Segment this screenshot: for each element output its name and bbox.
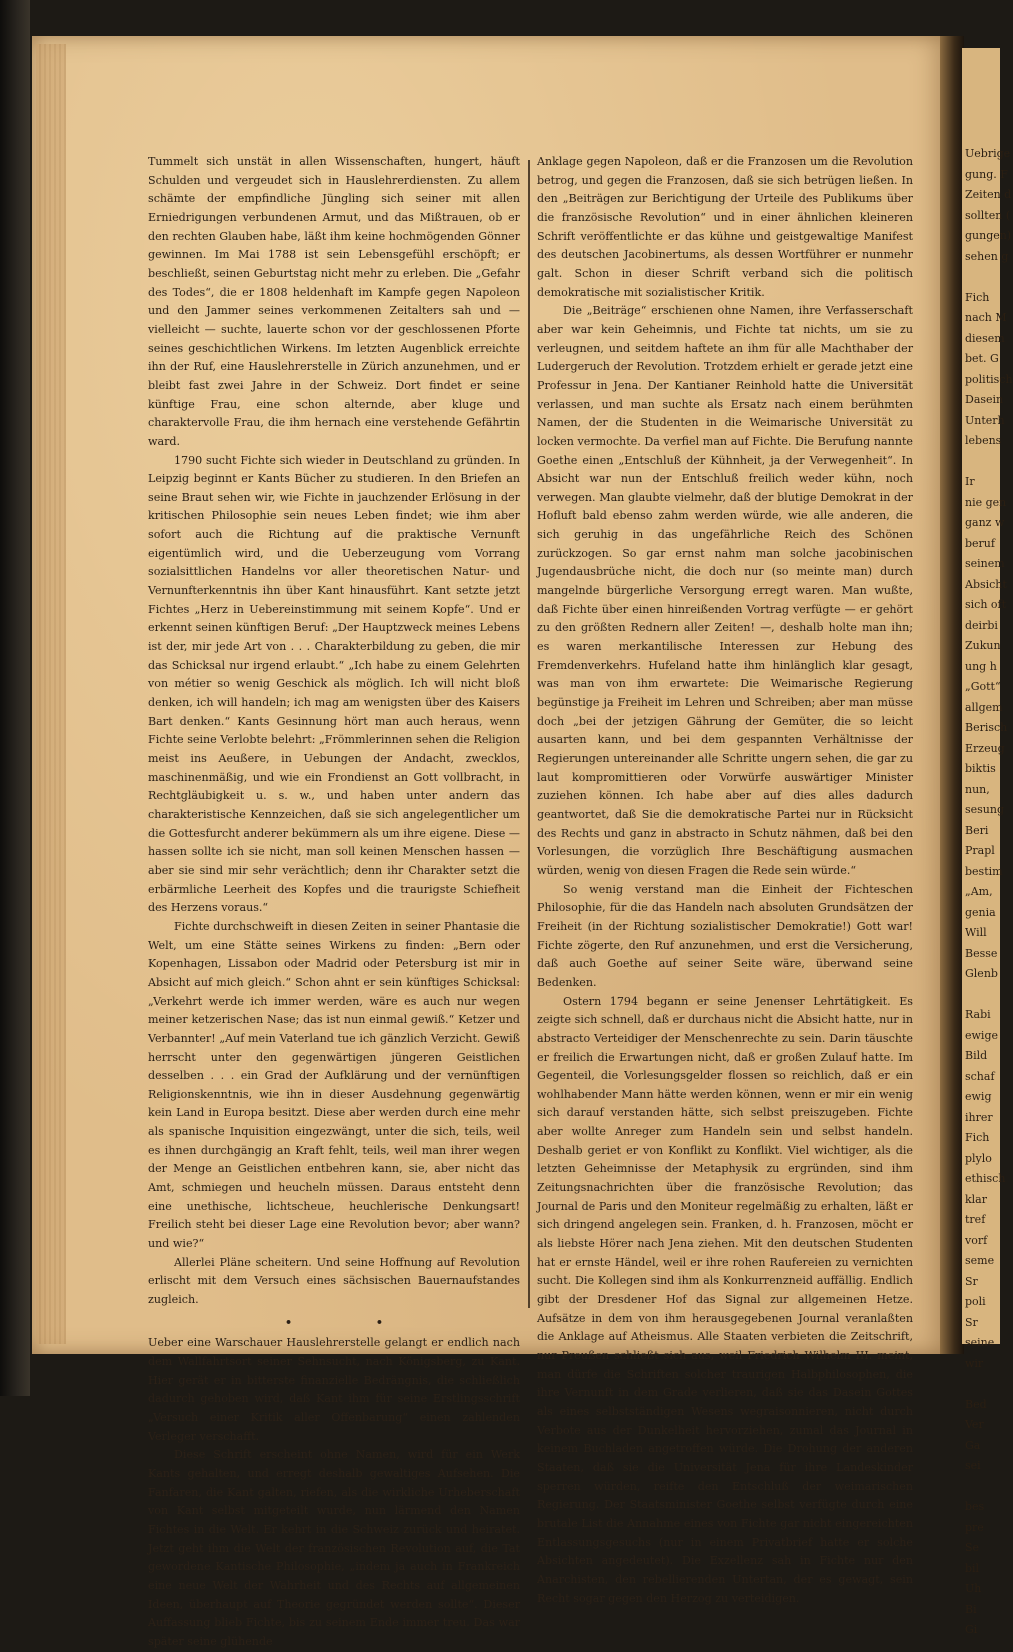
- column-rule: [528, 160, 530, 1308]
- next-page-fragment: Uh: [965, 1582, 982, 1595]
- next-page-fragment: bestim: [965, 864, 1003, 878]
- next-page-fragment: klar: [965, 1192, 987, 1206]
- next-page-fragment: Sr: [965, 1315, 978, 1329]
- paragraph: So wenig verstand man die Einheit der Fichteschen Philosophie, für die das Handeln nach absoluten Grundsätzen der Freiheit (in der Richtung sozialistischer Demokratie!) Gott war! Fichte zögerte, den Ruf anzunehmen, und erst die Versicherung, daß auch Goethe auf seiner Seite wäre, überwand seine Bedenken.: [537, 882, 913, 989]
- next-page-fragment: Prapl: [965, 844, 995, 857]
- next-page-fragment: Bi: [965, 1602, 977, 1616]
- next-page-fragment: nie gen: [965, 495, 1007, 509]
- next-page-fragment: ganz w: [965, 516, 1005, 529]
- next-page-fragment: sesung: [965, 803, 1005, 816]
- next-page-fragment: Beri: [965, 823, 989, 837]
- next-page-fragment: ung h: [965, 659, 997, 673]
- next-page-fragment: Ver: [965, 1418, 984, 1431]
- next-page-fragment: ethisch: [965, 1172, 1006, 1185]
- next-page-fragment: gungen): [965, 229, 1012, 242]
- paragraph: Ueber eine Warschauer Hauslehrerstelle gelangt er endlich nach dem Wallfahrtsort seiner Sehnsucht, nach Königsberg, zu Kant. Hier gerät er in bitterste finanzielle Bedrängnis, die schließlich dadurch gehoben wird, daß Kant ihm für seine Erstlingsschrift „Versuch einer Kritik aller Offenbarung“ einen zahlenden Verleger verschafft.: [148, 1336, 520, 1443]
- next-page-fragment: bes: [965, 1500, 985, 1513]
- next-page-fragment: wir: [965, 1356, 984, 1370]
- paragraph: Tummelt sich unstät in allen Wissenschaften, hungert, häuft Schulden und vergeudet sich in Hauslehrerdiensten. Zu allem schämte der empfindliche Jüngling sich seiner mit allen Erniedrigungen verbundenen Armut, und das Mißtrauen, ob er den rechten Glauben habe, läßt ihm keine hochmögenden Gönner gewinnen. Im Mai 1788 ist sein Lebensgefühl erschöpft; er beschließt, seinen Geburtstag nicht mehr zu erleben. Die „Gefahr des Todes“, die er 1808 heldenhaft im Kampfe gegen Napoleon und den Jammer seines verkommenen Zeitalters sah und — vielleicht — suchte, lauerte schon vor der geschlossenen Pforte seines geschichtlichen Wirkens. Im letzten Augenblick erreichte ihn der Ruf, eine Hauslehrerstelle in Zürich anzunehmen, und er bleibt fast zwei Jahre in der Schweiz. Dort findet er seine künftige Frau, eine schon alternde, aber kluge und charaktervolle Frau, die ihm hernach eine verstehende Gefährtin ward.: [148, 155, 520, 448]
- next-page-fragment: seine: [965, 1336, 995, 1349]
- paragraph: Diese Schrift erscheint ohne Namen, wird für ein Werk Kants gehalten, und erregt deshalb gewaltiges Aufsehen. Die Fanfaren, die Kant galten, riefen, als die wirkliche Urheberschaft von Kant selbst mitgeteilt wurde, nun lärmend den Namen Fichtes in die Welt. Er kehrt in die Schweiz zurück und heiratet. Jetzt geht ihm die Welt der französischen Revolution auf, die Tat gewordene Kantische Philosophie, „indem ja auch in Frankreich eine neue Welt der Wahrheit und des Rechts auf allgemeinen Ideen, überhaupt auf Theorie gegründet werden sollte“. Dieser Auffassung blieb Fichte, bis zu seinem Ende immer treu. Das war später seine glühende: [148, 1448, 520, 1648]
- next-page-fragment: Dasein: [965, 393, 1004, 406]
- next-page-fragment: Rabi: [965, 1008, 991, 1021]
- next-page-fragment: sehen g: [965, 249, 1009, 263]
- next-page-fragment: gung. F: [965, 167, 1008, 181]
- next-page-fragment: Bild: [965, 1049, 988, 1062]
- right-column: [537, 153, 913, 1608]
- next-page-fragment: sollten (: [965, 208, 1011, 222]
- next-page-fragment: seinem: [965, 557, 1005, 570]
- next-page-fragment: schaf: [965, 1069, 995, 1083]
- next-page-fragment: politisch: [965, 372, 1013, 386]
- next-page-fragment: nach M: [965, 311, 1007, 324]
- paragraph: Allerlei Pläne scheitern. Und seine Hoffnung auf Revolution erlischt mit dem Versuch eines sächsischen Bauernaufstandes zugleich.: [148, 1255, 520, 1307]
- left-column: [148, 153, 520, 1652]
- paragraph: 1790 sucht Fichte sich wieder in Deutschland zu gründen. In Leipzig beginnt er Kants Bücher zu studieren. In den Briefen an seine Braut sehen wir, wie Fichte in jauchzender Erlösung in der kritischen Philosophie sein neues Leben findet; wie ihm aber sofort auch die Richtung auf die praktische Vernunft eigentümlich wird, und die Ueberzeugung vom Vorrang sozialsittlichen Handelns vor aller theoretischen Natur- und Vernunfterkenntnis ihn über Kant hinausführt. Kant setzte jetzt Fichtes „Herz in Uebereinstimmung mit seinem Kopfe“. Und er erkennt seinen künftigen Beruf: „Der Hauptzweck meines Lebens ist der, mir jede Art von . . . Charakterbildung zu geben, die mir das Schicksal nur irgend erlaubt.“ „Ich habe zu einem Gelehrten von métier so wenig Geschick als möglich. Ich will nicht bloß denken, ich will handeln; ich mag am wenigsten über des Kaisers Bart denken.“ Kants Gesinnung hört man auch heraus, wenn Fichte seine Verlobte belehrt: „Frömmlerinnen sehen die Religion meist ins Aeußere, in Uebungen der Andacht, zwecklos, maschinenmäßig, und wie ein Frondienst an Gott vollbracht, in Rechtgläubigkeit u. s. w., und haben unter andern das charakteristische Kennzeichen, daß sie sich angelegentlicher um die Gottesfurcht anderer bekümmern als um ihre eigene. Diese — hassen sollte ich sie nicht, man soll keinen Menschen hassen — aber sie sind mir sehr verächtlich; denn ihr Charakter setzt die erbärmliche Leerheit des Kopfes und die traurigste Schiefheit des Herzens voraus.“: [148, 453, 520, 915]
- next-page-fragment: Erzeug: [965, 741, 1005, 755]
- next-page-fragment: plylo: [965, 1151, 992, 1165]
- next-page-fragment: Berisch: [965, 721, 1008, 734]
- next-page-fragment: Unterh: [965, 413, 1005, 427]
- next-page-fragment: Absicht: [965, 577, 1007, 591]
- next-page-fragment: [965, 267, 1000, 288]
- next-page-fragment: Fich: [965, 290, 990, 304]
- next-page-fragment: [965, 1477, 1000, 1498]
- page-edges: [36, 44, 66, 1344]
- next-page-fragment: tref: [965, 1213, 986, 1226]
- book-gutter: [940, 36, 964, 1354]
- next-page-fragment: „Am,: [965, 885, 993, 898]
- next-page-fragment: diesem: [965, 331, 1005, 345]
- paragraph: Die „Beiträge“ erschienen ohne Namen, ihre Verfasserschaft aber war kein Geheimnis, und Fichte tat nichts, um sie zu verleugnen, und seitdem haftete an ihm für alle Machthaber der Ludergeruch der Revolution. Trotzdem erhielt er gerade jetzt eine Professur in Jena. Der Kantianer Reinhold hatte die Universität verlassen, und man suchte als Ersatz nach einem berühmten Namen, der die Studenten in die Weimarische Universität zu locken vermochte. Da verfiel man auf Fichte. Die Berufung nannte Goethe einen „Entschluß der Kühnheit, ja der Verwegenheit“. In Absicht war nun der Entschluß freilich weder kühn, noch verwegen. Man glaubte vielmehr, daß der blutige Demokrat in der Hofluft bald ebenso zahm werden würde, wie alle anderen, die sich geruhig in das ungefährliche Reich des Schönen zurückzogen. So gar ernst nahm man solche jacobinischen Jugendausbrüche nicht, die doch nur (so meinte man) durch mangelnde bürgerliche Versorgung erregt waren. Man wußte, daß Fichte über einen hinreißenden Vortrag verfügte — er gehört zu den größten Rednern aller Zeiten! —, deshalb holte man ihn; es waren merkantilische Interessen zur Hebung des Fremdenverkehrs. Hufeland hatte ihm hinlänglich klar gesagt, was man von ihm erwartete: Die Weimarische Regierung begünstige ja Freiheit im Lehren und Schreiben; aber man müsse doch „bei der jetzigen Gährung der Gemüter, die so leicht ausarten kann, und bei dem gespannten Verhältnisse der Regierungen untereinander alle Schritte ungern sehen, die gar zu laut kompromittieren oder Vorwürfe auswärtiger Minister zuziehen können. Ich habe aber auf dies alles dadurch geantwortet, daß Sie die demokratische Partei nur in Rücksicht des Rechts und ganz in abstracto in Schutz nähmen, daß bei den Vorlesungen, die vorzüglich Ihre Beschäftigung ausmachen würden, wenig von diesen Fragen die Rede sein würde.“: [537, 304, 913, 877]
- paragraph: Ostern 1794 begann er seine Jenenser Lehrtätigkeit. Es zeigte sich schnell, daß er durchaus nicht die Absicht hatte, nur in abstracto Verteidiger der Menschenrechte zu sein. Darin täuschte er freilich die Erwartungen nicht, daß er großen Zulauf hatte. Im Gegenteil, die Vorlesungsgelder flossen so reichlich, daß er ein wohlhabender Mann hätte werden können, wenn er mir ein wenig sich darauf verstanden hätte, sich selbst preiszugeben. Fichte aber wollte Anreger zum Handeln sein und selbst handeln. Deshalb geriet er von Konflikt zu Konflikt. Viel wichtiger, als die letzten Geheimnisse der Metaphysik zu ergründen, sind ihm Zeitungsnachrichten über die französische Revolution; das Journal de Paris und den Moniteur regelmäßig zu erhalten, läßt er sich dringend angelegen sein. Franken, d. h. Franzosen, möcht er als liebste Hörer nach Jena ziehen. Mit den deutschen Studenten hat er ernste Händel, weil er ihre rohen Raufereien zu vernichten sucht. Die Kollegen sind ihm als Konkurrenzneid auffällig. Endlich gibt der Dresdener Hof das Signal zur allgemeinen Hetze. Aufsätze in dem von ihm herausgegebenen Journal veranlaßten die Anklage auf Atheismus. Alle Staaten verbieten die Zeitschrift, nur Preußen schließt sich aus, weil Friedrich Wilhelm III. meint, man dürfe die Schriften solcher traurigen Halbphilosophen, die ihre Vernunft in dem Grade verlieren, daß sie das Dasein Gottes als eines selbstständigen Wesens wegraisonnieren, nicht durch Verbote aus der Dunkelheit hervorziehen, zumal das Journal in keinem Buchladen angetroffen würde. Die Drohung der anderen Staaten, daß sie die Universität Jena für ihre Landeskinder sperren würden, reifte den Entschluß der weimarischen Regierung. Der Staatsminister Goethe selbst verfügte durch eine brutale List die Annahme eines von Fichte gar nicht eingereichten Entlassungsgesuchs (nur in einem Privatbrief hatte er solche Absichten angedeutet). Die Exzellenz sah in Fichte nur den Anarchisten, den rebellierenden Untertan, der es gewagt, sein Recht sogar gegen den Herzog zu verteidigen.: [537, 994, 913, 1605]
- next-page-fragment: Zeiten d: [965, 188, 1012, 201]
- next-page-text-fragments: [962, 48, 1013, 1641]
- next-page-fragment: Glenb: [965, 967, 998, 980]
- next-page-fragment: ewig: [965, 1090, 992, 1103]
- next-page-fragment: [965, 1374, 1000, 1395]
- next-page-fragment: ihrer: [965, 1110, 993, 1124]
- next-page-fragment: Will: [965, 926, 987, 939]
- next-page-fragment: bet. G: [965, 352, 999, 365]
- next-page-fragment: „Gott“: [965, 680, 1001, 693]
- next-page-fragment: Besse: [965, 946, 998, 960]
- next-page-fragment: poli: [965, 1295, 986, 1308]
- next-page-fragment: pre: [965, 1520, 984, 1534]
- next-page-fragment: genia: [965, 905, 996, 919]
- book-binding: [0, 0, 30, 1396]
- next-page-fragment: sei: [965, 1459, 981, 1472]
- next-page-fragment: lebens: [965, 434, 1002, 447]
- next-page-fragment: Sr: [965, 1274, 978, 1288]
- next-page-fragment: Zukun: [965, 639, 1001, 652]
- next-page-fragment: deirbi: [965, 618, 998, 632]
- next-page-fragment: Ir: [965, 475, 975, 488]
- next-page-fragment: [965, 985, 1000, 1006]
- next-page-fragment: Fich: [965, 1131, 990, 1144]
- next-page-fragment: beruf: [965, 536, 995, 550]
- next-page-fragment: allgem: [965, 700, 1003, 714]
- next-page-fragment: biktis: [965, 762, 996, 775]
- section-separator: • •: [284, 1315, 424, 1329]
- next-page-fragment: [965, 452, 1000, 473]
- next-page-fragment: Bed: [965, 1397, 987, 1411]
- next-page-fragment: bil: [965, 1561, 980, 1575]
- next-page-fragment: vorf: [965, 1233, 988, 1247]
- next-page-fragment: Uebrige: [965, 147, 1011, 160]
- next-page-fragment: Se: [965, 1541, 980, 1554]
- next-page-edge: [962, 48, 1013, 1636]
- next-page-fragment: Gi: [965, 1623, 978, 1636]
- next-page-fragment: nun,: [965, 782, 990, 796]
- next-page-fragment: seme: [965, 1254, 995, 1267]
- next-page-fragment: Ga: [965, 1438, 981, 1452]
- paragraph: Fichte durchschweift in diesen Zeiten in seiner Phantasie die Welt, um eine Stätte seines Wirkens zu finden: „Bern oder Kopenhagen, Lissabon oder Madrid oder Petersburg ist mir in Absicht auf mich gleich.“ Schon ahnt er sein künftiges Schicksal: „Verkehrt werde ich immer werden, wäre es auch nur wegen meiner ketzerischen Nase; das ist nun einmal gewiß.“ Ketzer und Verbannter! „Auf mein Vaterland tue ich gänzlich Verzicht. Gewiß herrscht unter den gegenwärtigen jüngeren Geistlichen desselben . . . ein Grad der Aufklärung und der vernünftigen Religionskenntnis, wie ihn in dieser Ausdehnung gegenwärtig kein Land in Europa besitzt. Diese aber werden durch eine mehr als spanische Inquisition eingezwängt, unter die sich, teils, weil es ihnen durchgängig an Kraft fehlt, teils, weil man ihrer wegen der Menge an Geistlichen entbehren kann, sie, aber nicht das Amt, schmiegen und heucheln müssen. Daraus entsteht denn eine unethische, lichtscheue, heuchlerische Denkungsart! Freilich steht bei dieser Lage eine Revolution bevor; aber wann? und wie?“: [148, 919, 520, 1251]
- next-page-fragment: sich oft: [965, 598, 1007, 611]
- paragraph: Anklage gegen Napoleon, daß er die Franzosen um die Revolution betrog, und gegen die Franzosen, daß sie sich betrügen ließen. In den „Beiträgen zur Berichtigung der Urteile des Publikums über die französische Revolution“ und in einer ähnlichen kleineren Schrift veröffentlichte er das kühne und geistgewaltige Manifest des deutschen Jacobinertums, als dessen Wortführer er nunmehr galt. Schon in dieser Schrift verband sich die politisch demokratische mit sozialistischer Kritik.: [537, 155, 913, 299]
- next-page-fragment: ewige: [965, 1028, 998, 1042]
